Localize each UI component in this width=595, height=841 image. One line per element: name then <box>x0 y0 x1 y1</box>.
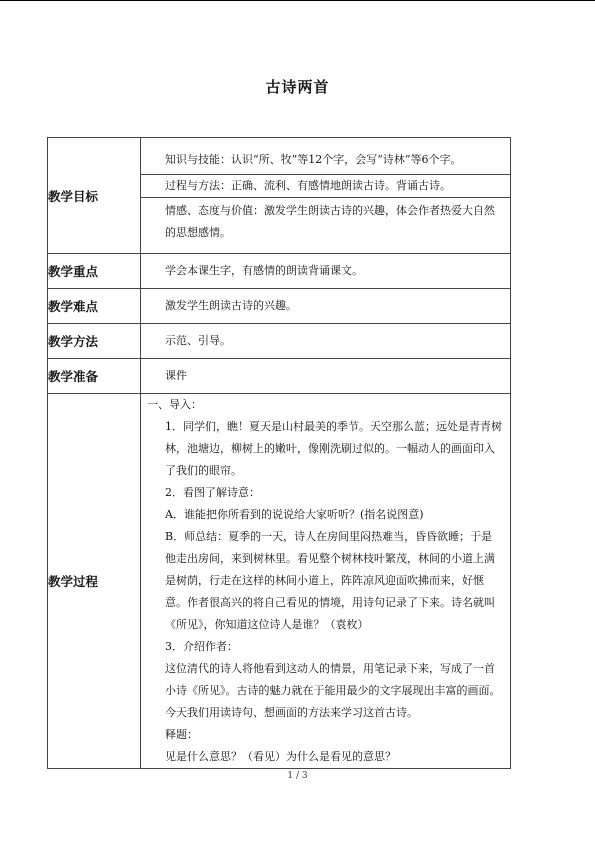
row-label-key-points: 教学重点 <box>48 254 141 289</box>
process-line: 释题： <box>165 728 198 741</box>
process-cell <box>141 394 511 769</box>
top-rule <box>0 0 595 1</box>
row-label-difficulties: 教学难点 <box>48 289 141 324</box>
goal-item: 知识与技能：认识“所、牧”等12个字，会写“诗林”等6个字。 <box>141 146 510 175</box>
process-line: 3．介绍作者： <box>165 640 238 653</box>
goals-cell <box>141 138 511 254</box>
process-line: B．师总结：夏季的一天，诗人在房间里闷热难当，昏昏欲睡；于是他走出房间，来到树林里。看见整个树林枝叶繁茂，林间的小道上满是树荫，行走在这样的林间小道上，阵阵凉风迎面吹拂而来，好惬意。作者很高兴的将自己看见的情境，用诗句记录了下来。诗名就叫《所见》，你知道这位诗人是谁？（袁枚） <box>165 530 495 631</box>
row-label-goals: 教学目标 <box>48 138 141 254</box>
methods-text: 示范、引导。 <box>165 334 231 347</box>
process-line: 这位清代的诗人将他看到这动人的情景，用笔记录下来，写成了一首小诗《所见》。古诗的魅力就在于能用最少的文字展现出丰富的画面。今天我们用读诗句、想画面的方法来学习这首古诗。 <box>165 662 501 719</box>
process-line: A．谁能把你所看到的说说给大家听听？(指名说图意) <box>165 508 424 521</box>
process-line: 1．同学们，瞧！夏天是山村最美的季节。天空那么蓝；远处是青青树林，池塘边，柳树上的嫩叶，像刚洗刷过似的。一幅动人的画面印入了我们的眼帘。 <box>165 420 502 477</box>
row-label-preparation: 教学准备 <box>48 359 141 394</box>
table-row-process <box>48 394 511 769</box>
preparation-text: 课件 <box>165 369 187 382</box>
row-label-process: 教学过程 <box>48 394 141 769</box>
process-line: 一、导入： <box>147 398 202 411</box>
goal-item: 过程与方法：正确、流利、有感情地朗读古诗。背诵古诗。 <box>141 175 510 198</box>
table-row-preparation <box>48 359 511 394</box>
process-line: 2．看图了解诗意： <box>165 486 260 499</box>
row-label-methods: 教学方法 <box>48 324 141 359</box>
lesson-plan-table <box>47 137 511 769</box>
key-points-text: 学会本课生字，有感情的朗读背诵课文。 <box>165 264 363 277</box>
process-line: 见是什么意思？（看见）为什么是看见的意思？ <box>165 750 396 763</box>
table-row-difficulties <box>48 289 511 324</box>
table-row-key-points <box>48 254 511 289</box>
table-row-goals <box>48 138 511 254</box>
goal-item: 情感、态度与价值：激发学生朗读古诗的兴趣，体会作者热爱大自然的思想感情。 <box>165 203 495 239</box>
table-row-methods <box>48 324 511 359</box>
difficulties-text: 激发学生朗读古诗的兴趣。 <box>165 299 297 312</box>
page-number: 1 / 3 <box>287 771 308 781</box>
page-title: 古诗两首 <box>265 78 330 96</box>
